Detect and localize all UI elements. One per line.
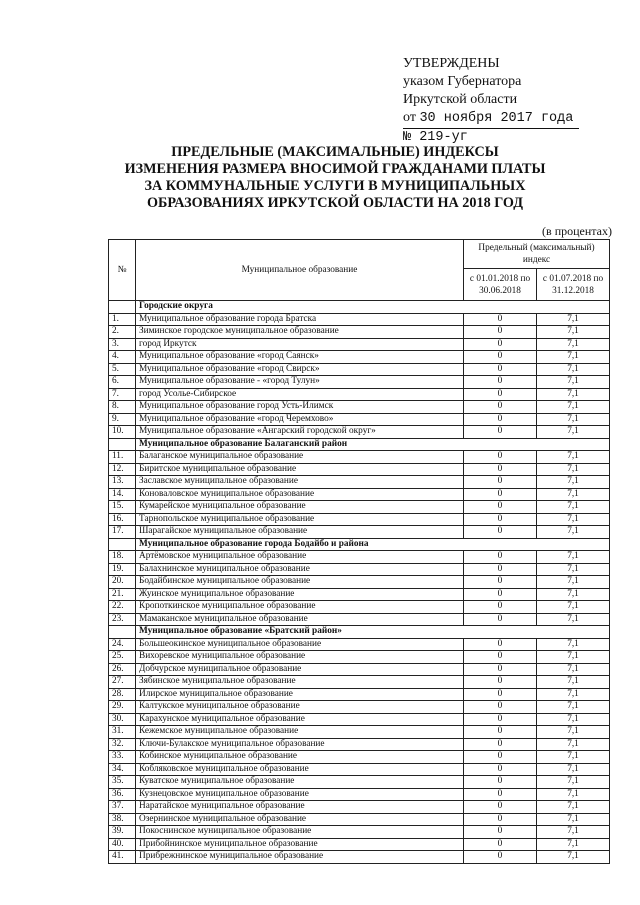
table-row bbox=[109, 776, 610, 789]
document-title bbox=[60, 144, 610, 212]
row-number: 30. bbox=[109, 713, 136, 726]
municipality-name: Кузнецовское муниципальное образование bbox=[136, 788, 464, 801]
index-period-2: 7,1 bbox=[537, 488, 610, 501]
row-number: 1. bbox=[109, 313, 136, 326]
municipality-name: Покоснинское муниципальное образование bbox=[136, 826, 464, 839]
municipality-name: Наратайское муниципальное образование bbox=[136, 801, 464, 814]
header-period-2: с 01.07.2018 по 31.12.2018 bbox=[537, 269, 610, 301]
row-number: 17. bbox=[109, 526, 136, 539]
header-name: Муниципальное образование bbox=[136, 240, 464, 301]
table-row bbox=[109, 701, 610, 714]
row-number: 24. bbox=[109, 638, 136, 651]
municipality-name: Кропоткинское муниципальное образование bbox=[136, 601, 464, 614]
index-period-1: 0 bbox=[464, 763, 537, 776]
index-period-1: 0 bbox=[464, 313, 537, 326]
table-row bbox=[109, 351, 610, 364]
municipality-name: Муниципальное образование «город Свирск» bbox=[136, 363, 464, 376]
approval-line-approved: УТВЕРЖДЕНЫ bbox=[403, 56, 500, 71]
index-period-2: 7,1 bbox=[537, 526, 610, 539]
row-number: 27. bbox=[109, 676, 136, 689]
index-period-2: 7,1 bbox=[537, 463, 610, 476]
row-number: 7. bbox=[109, 388, 136, 401]
approval-line-region: Иркутской области bbox=[403, 92, 518, 107]
index-period-1: 0 bbox=[464, 838, 537, 851]
approval-number: № 219-уг bbox=[403, 130, 468, 145]
table-row bbox=[109, 826, 610, 839]
index-period-2: 7,1 bbox=[537, 588, 610, 601]
municipality-name: Муниципальное образование - «город Тулун» bbox=[136, 376, 464, 389]
index-period-1: 0 bbox=[464, 488, 537, 501]
row-number: 23. bbox=[109, 613, 136, 626]
section-empty-cell bbox=[109, 538, 136, 551]
row-number: 32. bbox=[109, 738, 136, 751]
municipality-name: Мамаканское муниципальное образование bbox=[136, 613, 464, 626]
municipality-name: Ключи-Булакское муниципальное образование bbox=[136, 738, 464, 751]
municipality-name: Коноваловское муниципальное образование bbox=[136, 488, 464, 501]
index-period-2: 7,1 bbox=[537, 313, 610, 326]
table-row bbox=[109, 838, 610, 851]
index-period-2: 7,1 bbox=[537, 551, 610, 564]
row-number: 15. bbox=[109, 501, 136, 514]
table-row bbox=[109, 376, 610, 389]
municipality-name: Жуинское муниципальное образование bbox=[136, 588, 464, 601]
index-period-2: 7,1 bbox=[537, 451, 610, 464]
table-body bbox=[109, 301, 610, 864]
index-period-2: 7,1 bbox=[537, 776, 610, 789]
index-period-2: 7,1 bbox=[537, 376, 610, 389]
row-number: 34. bbox=[109, 763, 136, 776]
table-row bbox=[109, 401, 610, 414]
index-period-2: 7,1 bbox=[537, 576, 610, 589]
index-period-1: 0 bbox=[464, 851, 537, 864]
row-number: 25. bbox=[109, 651, 136, 664]
row-number: 4. bbox=[109, 351, 136, 364]
index-period-1: 0 bbox=[464, 401, 537, 414]
row-number: 31. bbox=[109, 726, 136, 739]
table-row bbox=[109, 326, 610, 339]
table-row bbox=[109, 576, 610, 589]
row-number: 29. bbox=[109, 701, 136, 714]
units-note: (в процентах) bbox=[542, 224, 612, 238]
index-period-2: 7,1 bbox=[537, 563, 610, 576]
index-period-1: 0 bbox=[464, 826, 537, 839]
municipality-name: Балахнинское муниципальное образование bbox=[136, 563, 464, 576]
table-row bbox=[109, 613, 610, 626]
index-period-2: 7,1 bbox=[537, 638, 610, 651]
index-period-2: 7,1 bbox=[537, 676, 610, 689]
table-row bbox=[109, 713, 610, 726]
title-line-4: ОБРАЗОВАНИЯХ ИРКУТСКОЙ ОБЛАСТИ НА 2018 ГОД bbox=[147, 195, 523, 211]
table-row bbox=[109, 638, 610, 651]
section-row bbox=[109, 626, 610, 639]
municipality-name: Муниципальное образование города Братска bbox=[136, 313, 464, 326]
row-number: 37. bbox=[109, 801, 136, 814]
index-period-1: 0 bbox=[464, 476, 537, 489]
row-number: 9. bbox=[109, 413, 136, 426]
index-period-2: 7,1 bbox=[537, 513, 610, 526]
index-period-2: 7,1 bbox=[537, 738, 610, 751]
table-row bbox=[109, 788, 610, 801]
index-period-2: 7,1 bbox=[537, 838, 610, 851]
municipality-name: Большеокинское муниципальное образование bbox=[136, 638, 464, 651]
index-period-1: 0 bbox=[464, 801, 537, 814]
row-number: 2. bbox=[109, 326, 136, 339]
row-number: 16. bbox=[109, 513, 136, 526]
table-row bbox=[109, 763, 610, 776]
row-number: 33. bbox=[109, 751, 136, 764]
row-number: 8. bbox=[109, 401, 136, 414]
municipality-name: Кобинское муниципальное образование bbox=[136, 751, 464, 764]
index-period-2: 7,1 bbox=[537, 701, 610, 714]
table-row bbox=[109, 388, 610, 401]
table-row bbox=[109, 688, 610, 701]
row-number: 12. bbox=[109, 463, 136, 476]
row-number: 13. bbox=[109, 476, 136, 489]
index-period-1: 0 bbox=[464, 713, 537, 726]
municipality-name: Муниципальное образование «город Черемхово» bbox=[136, 413, 464, 426]
table-row bbox=[109, 726, 610, 739]
index-period-1: 0 bbox=[464, 388, 537, 401]
indices-table bbox=[108, 239, 610, 864]
approval-line-decree: указом Губернатора bbox=[403, 74, 522, 89]
row-number: 38. bbox=[109, 813, 136, 826]
table-row bbox=[109, 413, 610, 426]
municipality-name: Калтукское муниципальное образование bbox=[136, 701, 464, 714]
title-line-2: ИЗМЕНЕНИЯ РАЗМЕРА ВНОСИМОЙ ГРАЖДАНАМИ ПЛАТЫ bbox=[124, 161, 546, 177]
index-period-2: 7,1 bbox=[537, 613, 610, 626]
row-number: 11. bbox=[109, 451, 136, 464]
municipality-name: Балаганское муниципальное образование bbox=[136, 451, 464, 464]
municipality-name: город Иркутск bbox=[136, 338, 464, 351]
index-period-1: 0 bbox=[464, 351, 537, 364]
index-period-1: 0 bbox=[464, 338, 537, 351]
index-period-1: 0 bbox=[464, 463, 537, 476]
index-period-2: 7,1 bbox=[537, 751, 610, 764]
municipality-name: Кежемское муниципальное образование bbox=[136, 726, 464, 739]
section-row bbox=[109, 438, 610, 451]
index-period-1: 0 bbox=[464, 451, 537, 464]
row-number: 35. bbox=[109, 776, 136, 789]
index-period-2: 7,1 bbox=[537, 788, 610, 801]
index-period-1: 0 bbox=[464, 563, 537, 576]
index-period-1: 0 bbox=[464, 676, 537, 689]
index-period-2: 7,1 bbox=[537, 388, 610, 401]
table-row bbox=[109, 651, 610, 664]
index-period-2: 7,1 bbox=[537, 726, 610, 739]
row-number: 10. bbox=[109, 426, 136, 439]
header-period-1: с 01.01.2018 по 30.06.2018 bbox=[464, 269, 537, 301]
index-period-2: 7,1 bbox=[537, 801, 610, 814]
index-period-1: 0 bbox=[464, 688, 537, 701]
table-row bbox=[109, 426, 610, 439]
row-number: 40. bbox=[109, 838, 136, 851]
index-period-2: 7,1 bbox=[537, 426, 610, 439]
section-title: Городские округа bbox=[136, 301, 610, 314]
title-line-1: ПРЕДЕЛЬНЫЕ (МАКСИМАЛЬНЫЕ) ИНДЕКСЫ bbox=[171, 144, 499, 160]
index-period-2: 7,1 bbox=[537, 826, 610, 839]
table-row bbox=[109, 851, 610, 864]
table-row bbox=[109, 526, 610, 539]
row-number: 22. bbox=[109, 601, 136, 614]
municipality-name: Биритское муниципальное образование bbox=[136, 463, 464, 476]
index-period-1: 0 bbox=[464, 376, 537, 389]
index-period-2: 7,1 bbox=[537, 813, 610, 826]
section-empty-cell bbox=[109, 626, 136, 639]
approval-date-line bbox=[403, 109, 579, 129]
index-period-2: 7,1 bbox=[537, 601, 610, 614]
index-period-1: 0 bbox=[464, 638, 537, 651]
approval-date: 30 ноября 2017 года bbox=[419, 111, 574, 126]
index-period-1: 0 bbox=[464, 326, 537, 339]
index-period-1: 0 bbox=[464, 726, 537, 739]
index-period-2: 7,1 bbox=[537, 401, 610, 414]
index-period-2: 7,1 bbox=[537, 338, 610, 351]
row-number: 6. bbox=[109, 376, 136, 389]
table-row bbox=[109, 513, 610, 526]
row-number: 21. bbox=[109, 588, 136, 601]
index-period-1: 0 bbox=[464, 413, 537, 426]
municipality-name: Муниципальное образование «город Саянск» bbox=[136, 351, 464, 364]
index-period-1: 0 bbox=[464, 738, 537, 751]
row-number: 5. bbox=[109, 363, 136, 376]
table-row bbox=[109, 563, 610, 576]
index-period-1: 0 bbox=[464, 663, 537, 676]
municipality-name: Кобляковское муниципальное образование bbox=[136, 763, 464, 776]
row-number: 36. bbox=[109, 788, 136, 801]
index-period-2: 7,1 bbox=[537, 851, 610, 864]
municipality-name: Артёмовское муниципальное образование bbox=[136, 551, 464, 564]
table-row bbox=[109, 338, 610, 351]
index-period-2: 7,1 bbox=[537, 651, 610, 664]
municipality-name: Бодайбинское муниципальное образование bbox=[136, 576, 464, 589]
municipality-name: Муниципальное образование город Усть-Илимск bbox=[136, 401, 464, 414]
index-period-2: 7,1 bbox=[537, 688, 610, 701]
row-number: 28. bbox=[109, 688, 136, 701]
index-period-2: 7,1 bbox=[537, 501, 610, 514]
index-period-1: 0 bbox=[464, 751, 537, 764]
index-period-1: 0 bbox=[464, 426, 537, 439]
section-title: Муниципальное образование города Бодайбо и района bbox=[136, 538, 610, 551]
municipality-name: Муниципальное образование «Ангарский городской округ» bbox=[136, 426, 464, 439]
municipality-name: Шарагайское муниципальное образование bbox=[136, 526, 464, 539]
index-period-1: 0 bbox=[464, 551, 537, 564]
municipality-name: Заславское муниципальное образование bbox=[136, 476, 464, 489]
table-row bbox=[109, 551, 610, 564]
municipality-name: Вихоревское муниципальное образование bbox=[136, 651, 464, 664]
index-period-1: 0 bbox=[464, 526, 537, 539]
index-period-1: 0 bbox=[464, 788, 537, 801]
index-period-1: 0 bbox=[464, 701, 537, 714]
table-row bbox=[109, 663, 610, 676]
municipality-name: Карахунское муниципальное образование bbox=[136, 713, 464, 726]
municipality-name: Зиминское городское муниципальное образование bbox=[136, 326, 464, 339]
row-number: 26. bbox=[109, 663, 136, 676]
section-title: Муниципальное образование Балаганский район bbox=[136, 438, 610, 451]
row-number: 20. bbox=[109, 576, 136, 589]
table-row bbox=[109, 476, 610, 489]
index-period-1: 0 bbox=[464, 576, 537, 589]
row-number: 3. bbox=[109, 338, 136, 351]
section-empty-cell bbox=[109, 301, 136, 314]
row-number: 18. bbox=[109, 551, 136, 564]
index-period-1: 0 bbox=[464, 651, 537, 664]
municipality-name: Тарнопольское муниципальное образование bbox=[136, 513, 464, 526]
index-period-2: 7,1 bbox=[537, 326, 610, 339]
table-row bbox=[109, 676, 610, 689]
row-number: 39. bbox=[109, 826, 136, 839]
index-period-1: 0 bbox=[464, 601, 537, 614]
index-period-1: 0 bbox=[464, 363, 537, 376]
index-period-2: 7,1 bbox=[537, 363, 610, 376]
table-row bbox=[109, 738, 610, 751]
row-number: 41. bbox=[109, 851, 136, 864]
index-period-1: 0 bbox=[464, 813, 537, 826]
index-period-1: 0 bbox=[464, 588, 537, 601]
header-num: № bbox=[109, 240, 136, 301]
index-period-2: 7,1 bbox=[537, 476, 610, 489]
title-line-3: ЗА КОММУНАЛЬНЫЕ УСЛУГИ В МУНИЦИПАЛЬНЫХ bbox=[144, 178, 526, 194]
table-row bbox=[109, 801, 610, 814]
municipality-name: Озернинское муниципальное образование bbox=[136, 813, 464, 826]
row-number: 14. bbox=[109, 488, 136, 501]
index-period-2: 7,1 bbox=[537, 663, 610, 676]
index-period-1: 0 bbox=[464, 776, 537, 789]
table-row bbox=[109, 751, 610, 764]
table-row bbox=[109, 451, 610, 464]
table-row bbox=[109, 501, 610, 514]
municipality-name: город Усолье-Сибирское bbox=[136, 388, 464, 401]
table-row bbox=[109, 463, 610, 476]
index-period-1: 0 bbox=[464, 501, 537, 514]
table-row bbox=[109, 601, 610, 614]
header-index: Предельный (максимальный) индекс bbox=[464, 240, 610, 269]
table-row bbox=[109, 813, 610, 826]
municipality-name: Кумарейское муниципальное образование bbox=[136, 501, 464, 514]
table-row bbox=[109, 363, 610, 376]
row-number: 19. bbox=[109, 563, 136, 576]
municipality-name: Прибрежнинское муниципальное образование bbox=[136, 851, 464, 864]
municipality-name: Куватское муниципальное образование bbox=[136, 776, 464, 789]
index-period-1: 0 bbox=[464, 613, 537, 626]
municipality-name: Добчурское муниципальное образование bbox=[136, 663, 464, 676]
approval-block bbox=[403, 55, 579, 147]
municipality-name: Прибойнинское муниципальное образование bbox=[136, 838, 464, 851]
table-row bbox=[109, 313, 610, 326]
index-period-2: 7,1 bbox=[537, 763, 610, 776]
index-period-2: 7,1 bbox=[537, 413, 610, 426]
section-empty-cell bbox=[109, 438, 136, 451]
section-row bbox=[109, 301, 610, 314]
section-title: Муниципальное образование «Братский район» bbox=[136, 626, 610, 639]
municipality-name: Зябинское муниципальное образование bbox=[136, 676, 464, 689]
index-period-2: 7,1 bbox=[537, 713, 610, 726]
table-row bbox=[109, 588, 610, 601]
index-period-2: 7,1 bbox=[537, 351, 610, 364]
table-row bbox=[109, 488, 610, 501]
section-row bbox=[109, 538, 610, 551]
municipality-name: Илирское муниципальное образование bbox=[136, 688, 464, 701]
approval-date-prefix: от bbox=[403, 110, 416, 125]
index-period-1: 0 bbox=[464, 513, 537, 526]
